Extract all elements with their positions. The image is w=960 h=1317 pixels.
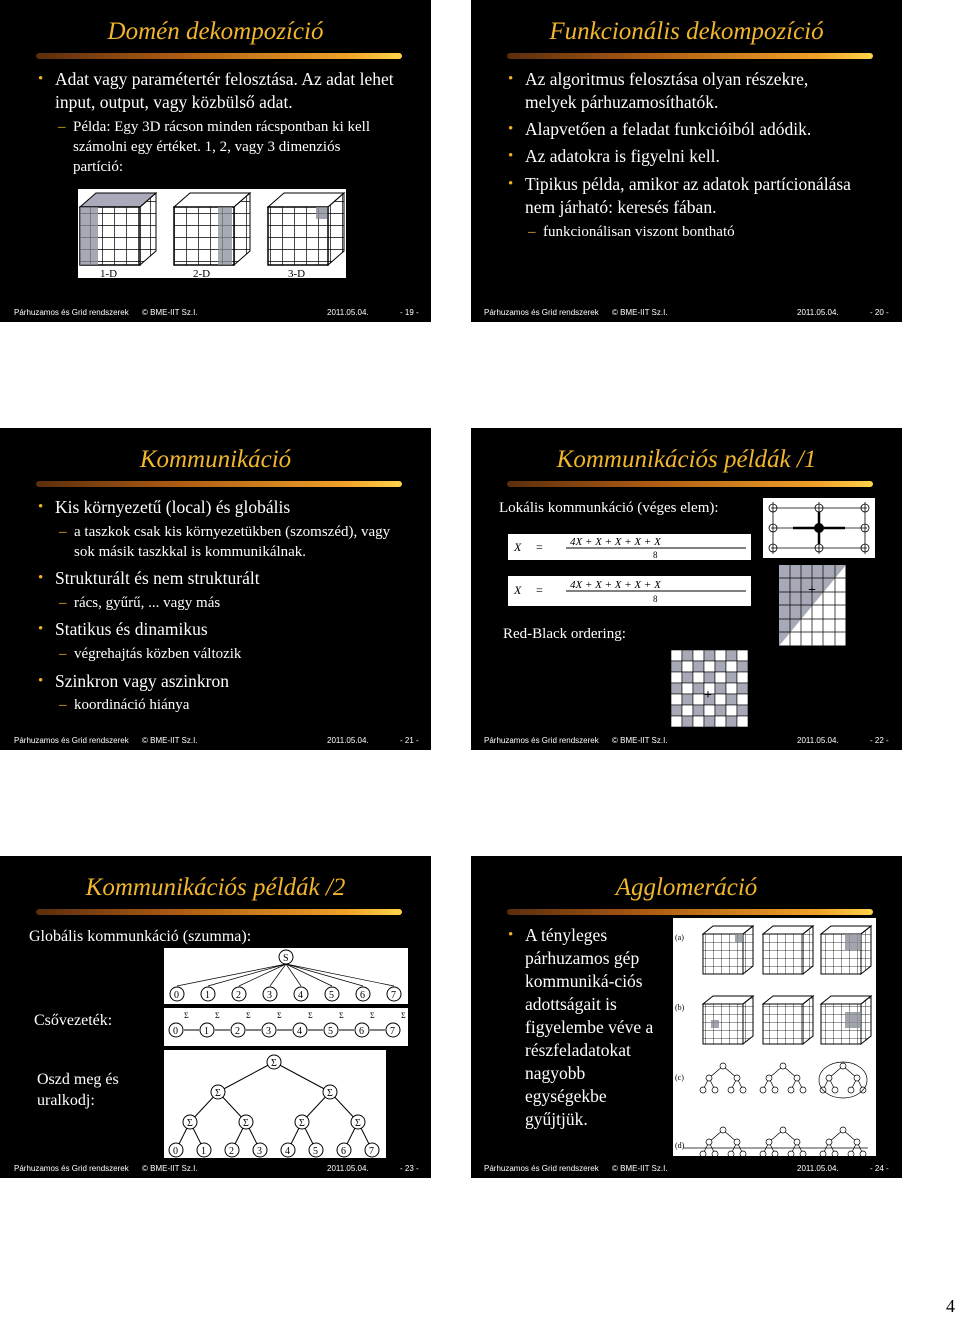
divide-conquer-label: Oszd meg és uralkodj:	[37, 1071, 119, 1109]
global-comm-label: Globális kommunkáció (szumma):	[29, 928, 252, 945]
svg-text:6: 6	[341, 1146, 346, 1157]
svg-text:2: 2	[235, 1026, 240, 1037]
slide-number: - 24 -	[870, 1164, 889, 1173]
formula-image	[508, 576, 751, 606]
svg-text:5: 5	[313, 1146, 318, 1157]
bullet-dot-icon: •	[508, 927, 514, 943]
sub-bullet: – Példa: Egy 3D rácson minden rácspontban ki kell számolni egy értéket. 1, 2, vagy 3 dimenziós partíció:	[58, 119, 371, 175]
svg-text:Σ: Σ	[327, 1088, 333, 1099]
bullet: • Statikus és dinamikus	[38, 619, 208, 639]
slide-number: - 22 -	[870, 736, 889, 745]
slide-footer: Párhuzamos és Grid rendszerek © BME-IIT Sz.I. 2011.05.04. - 23 -	[14, 1164, 419, 1173]
bullet-dot-icon: •	[38, 621, 44, 637]
bullet-dot-icon: •	[508, 71, 514, 87]
svg-text:6: 6	[360, 990, 365, 1001]
svg-text:Σ: Σ	[215, 1011, 220, 1020]
slide-number: - 21 -	[400, 736, 419, 745]
svg-text:0: 0	[174, 990, 179, 1001]
svg-text:1: 1	[201, 1146, 206, 1157]
svg-text:S: S	[283, 953, 289, 964]
slide-title: Kommunikációs példák /2	[85, 874, 346, 901]
title-underline	[36, 481, 402, 487]
slide-title: Domén dekompozíció	[107, 18, 324, 45]
svg-text:7: 7	[391, 990, 396, 1001]
svg-text:Σ: Σ	[401, 1011, 406, 1020]
slide-22	[471, 428, 902, 750]
bullet: • Adat vagy paramétertér felosztása. Az adat lehet input, output, vagy közbülső adat.	[38, 69, 394, 112]
sub-bullet: – koordináció hiánya	[59, 697, 190, 713]
svg-text:3: 3	[266, 1026, 271, 1037]
bullet: • Az algoritmus felosztása olyan részekre, melyek párhuzamosíthatók.	[508, 69, 809, 112]
svg-text:4X + X + X + X + X: 4X + X + X + X + X	[570, 536, 661, 548]
red-black-label: Red-Black ordering:	[503, 626, 626, 642]
formula-image	[508, 534, 751, 560]
figure-label: (a)	[675, 933, 684, 942]
svg-text:+: +	[808, 583, 816, 598]
svg-text:7: 7	[390, 1026, 395, 1037]
svg-text:Σ: Σ	[339, 1011, 344, 1020]
svg-text:2: 2	[236, 990, 241, 1001]
svg-text:=: =	[536, 583, 543, 597]
slide-23	[0, 856, 431, 1178]
slide-footer: Párhuzamos és Grid rendszerek © BME-IIT Sz.I. 2011.05.04. - 19 -	[14, 308, 419, 317]
slide-24	[471, 856, 902, 1178]
svg-text:3: 3	[257, 1146, 262, 1157]
bullet: • Az adatokra is figyelni kell.	[508, 146, 720, 166]
slide-footer: Párhuzamos és Grid rendszerek © BME-IIT Sz.I. 2011.05.04. - 24 -	[484, 1164, 889, 1173]
slide-title: Funkcionális dekompozíció	[549, 18, 824, 45]
partition-cubes-figure	[78, 189, 346, 278]
slide-footer: Párhuzamos és Grid rendszerek © BME-IIT Sz.I. 2011.05.04. - 21 -	[14, 736, 419, 745]
pipeline-figure	[164, 1008, 408, 1046]
divide-tree-figure	[164, 1050, 386, 1158]
slide-title: Agglomeráció	[615, 874, 758, 901]
svg-text:Σ: Σ	[271, 1058, 277, 1069]
svg-text:4: 4	[298, 990, 303, 1001]
bullet-dot-icon: •	[38, 71, 44, 87]
svg-text:0: 0	[173, 1146, 178, 1157]
svg-text:3: 3	[267, 990, 272, 1001]
slide-19	[0, 0, 431, 322]
figure-label: 1-D	[100, 268, 118, 278]
bullet-dot-icon: •	[508, 121, 514, 137]
agglomeration-figure	[673, 918, 876, 1156]
finite-element-grid-figure	[763, 498, 875, 558]
sub-bullet: – végrehajtás közben változik	[59, 646, 242, 662]
slide-footer: Párhuzamos és Grid rendszerek © BME-IIT Sz.I. 2011.05.04. - 22 -	[484, 736, 889, 745]
bullet-dot-icon: •	[508, 176, 514, 192]
svg-text:4X + X + X + X + X: 4X + X + X + X + X	[570, 579, 661, 591]
slide-number: - 23 -	[400, 1164, 419, 1173]
bullet-dot-icon: •	[38, 673, 44, 689]
figure-label: (d)	[675, 1141, 685, 1150]
bullet-dot-icon: •	[38, 570, 44, 586]
svg-text:=: =	[536, 540, 543, 554]
svg-text:1: 1	[205, 990, 210, 1001]
svg-text:4: 4	[285, 1146, 290, 1157]
title-underline	[507, 53, 873, 59]
svg-text:Σ: Σ	[184, 1011, 189, 1020]
title-underline	[36, 53, 402, 59]
pipeline-label: Csővezeték:	[34, 1012, 113, 1029]
figure-label: 2-D	[193, 268, 211, 278]
bullet: • Szinkron vagy aszinkron	[38, 671, 229, 691]
bullet: • Alapvetően a feladat funkcióiból adódik.	[508, 119, 812, 139]
svg-text:Σ: Σ	[243, 1118, 249, 1129]
slide-title: Kommunikáció	[139, 446, 292, 473]
page-number: 4	[946, 1296, 955, 1316]
title-underline	[36, 909, 402, 915]
svg-text:+: +	[704, 688, 712, 703]
slide-number: - 20 -	[870, 308, 889, 317]
figure-label: 3-D	[288, 268, 306, 278]
svg-text:Σ: Σ	[308, 1011, 313, 1020]
svg-text:8: 8	[653, 594, 658, 604]
slide-20	[471, 0, 902, 322]
svg-text:0: 0	[173, 1026, 178, 1037]
checkerboard-figure	[671, 650, 748, 727]
svg-text:Σ: Σ	[246, 1011, 251, 1020]
svg-text:X: X	[514, 583, 522, 597]
svg-text:2: 2	[229, 1146, 234, 1157]
svg-text:7: 7	[369, 1146, 374, 1157]
sub-bullet: – funkcionálisan viszont bontható	[528, 224, 735, 240]
slide-21	[0, 428, 431, 750]
title-underline	[507, 909, 873, 915]
triangular-grid-figure	[779, 565, 846, 646]
svg-text:X: X	[514, 540, 522, 554]
svg-text:Σ: Σ	[277, 1011, 282, 1020]
svg-text:Σ: Σ	[215, 1088, 221, 1099]
svg-text:Σ: Σ	[187, 1118, 193, 1129]
figure-label: (c)	[675, 1073, 684, 1082]
svg-text:8: 8	[653, 550, 658, 560]
slide-number: - 19 -	[400, 308, 419, 317]
bullet-dot-icon: •	[508, 148, 514, 164]
slide-footer: Párhuzamos és Grid rendszerek © BME-IIT Sz.I. 2011.05.04. - 20 -	[484, 308, 889, 317]
global-sum-tree-figure	[164, 948, 408, 1004]
slide-title: Kommunikációs példák /1	[556, 446, 817, 473]
figure-label: (b)	[675, 1003, 685, 1012]
bullet: • Strukturált és nem strukturált	[38, 568, 260, 588]
svg-text:4: 4	[297, 1026, 302, 1037]
sub-bullet: – rács, gyűrű, ... vagy más	[59, 595, 221, 611]
title-underline	[507, 481, 873, 487]
sub-bullet: – a taszkok csak kis környezetükben (szomszéd), vagy sok másik taszkkal is kommunikálnak.	[59, 524, 391, 560]
svg-text:Σ: Σ	[355, 1118, 361, 1129]
svg-text:Σ: Σ	[370, 1011, 375, 1020]
bullet: • Tipikus példa, amikor az adatok partícionálása nem járható: keresés fában.	[508, 174, 851, 217]
svg-text:5: 5	[329, 990, 334, 1001]
svg-text:1: 1	[204, 1026, 209, 1037]
svg-text:6: 6	[359, 1026, 364, 1037]
bullet-dot-icon: •	[38, 499, 44, 515]
bullet: • A tényleges párhuzamos gép kommuniká-ciós adottságait is figyelembe véve a részfeladatokat nagyobb egységekbe gyűjtjük.	[508, 925, 654, 1129]
svg-text:5: 5	[328, 1026, 333, 1037]
svg-text:Σ: Σ	[299, 1118, 305, 1129]
bullet: • Kis környezetű (local) és globális	[38, 497, 291, 517]
local-comm-label: Lokális kommunkáció (véges elem):	[499, 500, 719, 516]
